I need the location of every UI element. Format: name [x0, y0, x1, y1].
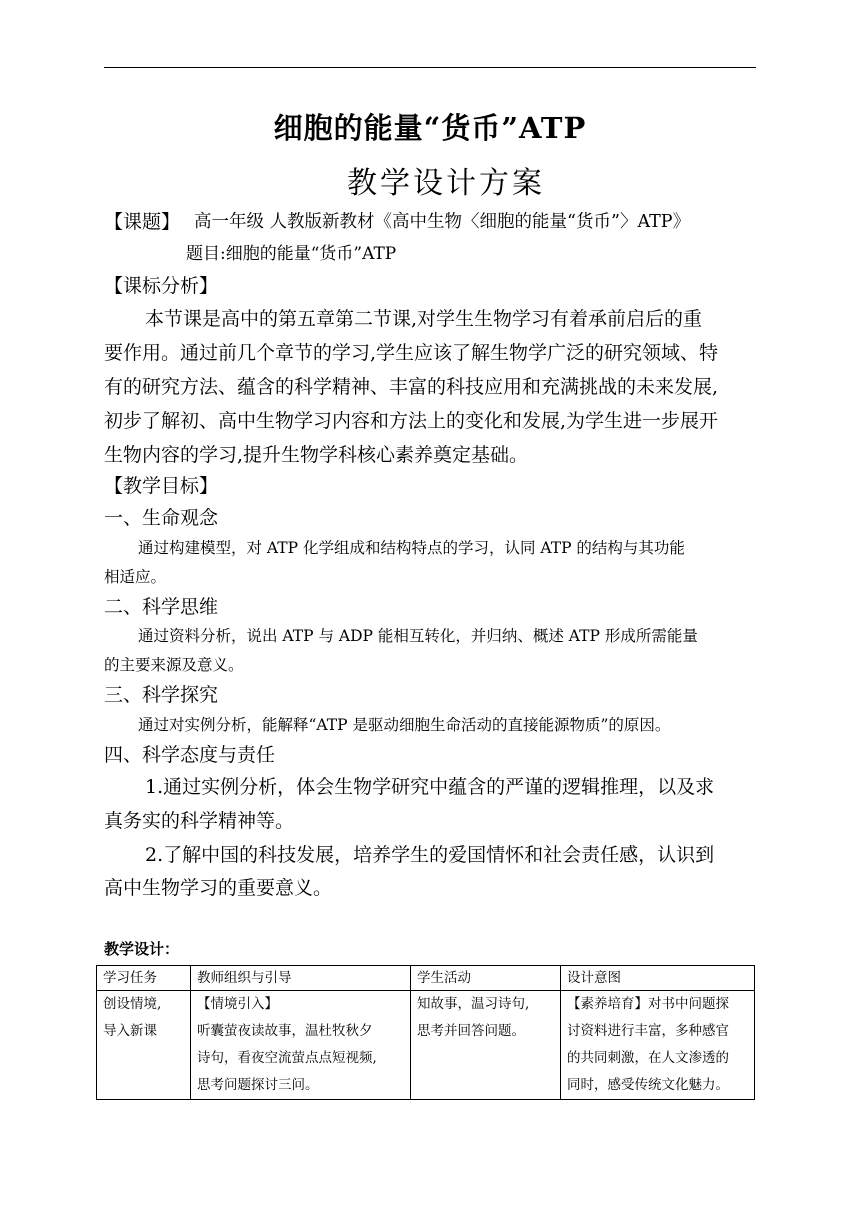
top-rule — [104, 67, 756, 68]
cell-line: 讨资料进行丰富，多种感官 — [567, 1023, 729, 1039]
table-header-row — [97, 966, 755, 991]
life-concept-heading: 一、生命观念 — [104, 507, 219, 529]
cell-line: 知故事，温习诗句, — [417, 996, 530, 1012]
attitude-heading: 四、科学态度与责任 — [104, 744, 276, 766]
column-header: 设计意图 — [561, 966, 755, 991]
intent-cell — [561, 991, 755, 1100]
document-subtitle: 教学设计方案 — [347, 166, 545, 201]
attitude-item2-line: 高中生物学习的重要意义。 — [104, 877, 333, 899]
teaching-design-table — [96, 965, 755, 1100]
cell-line: 【素养培育】对书中问题探 — [567, 996, 729, 1012]
column-header: 学生活动 — [411, 966, 561, 991]
topic-subline: 题目:细胞的能量“货币”ATP — [186, 244, 397, 264]
cell-line: 创设情境, — [103, 996, 162, 1012]
cell-line: 诗句，看夜空流萤点点短视频, — [197, 1050, 377, 1066]
life-concept-line: 相适应。 — [104, 568, 167, 586]
cell-line: 思考问题探讨三问。 — [197, 1077, 319, 1093]
teaching-design-label: 教学设计： — [104, 940, 180, 958]
standard-analysis-line: 本节课是高中的第五章第二节课,对学生生物学习有着承前启后的重 — [145, 308, 703, 330]
cell-line: 听囊萤夜读故事，温杜牧秋夕 — [197, 1023, 373, 1039]
standard-analysis-line: 初步了解初、高中生物学习内容和方法上的变化和发展,为学生进一步展开 — [104, 410, 719, 432]
standard-analysis-line: 要作用。通过前几个章节的学习,学生应该了解生物学广泛的研究领域、特 — [104, 342, 719, 364]
scientific-thinking-heading: 二、科学思维 — [104, 596, 219, 618]
cell-line: 同时，感受传统文化魅力。 — [567, 1077, 729, 1093]
cell-line: 导入新课 — [103, 1023, 157, 1039]
cell-line: 的共同刺激，在人文渗透的 — [567, 1050, 729, 1066]
scientific-thinking-line: 的主要来源及意义。 — [104, 656, 244, 674]
cell-line: 思考并回答问题。 — [417, 1023, 525, 1039]
topic-label: 【课题】 — [104, 211, 181, 233]
attitude-item1-line: 真务实的科学精神等。 — [104, 810, 295, 832]
table-row — [97, 991, 755, 1100]
scientific-inquiry-line: 通过对实例分析，能解释“ATP 是驱动细胞生命活动的直接能源物质”的原因。 — [138, 716, 671, 734]
attitude-item1-line: 1.通过实例分析，体会生物学研究中蕴含的严谨的逻辑推理，以及求 — [145, 776, 715, 798]
objectives-heading: 【教学目标】 — [104, 475, 219, 497]
column-header: 教师组织与引导 — [191, 966, 411, 991]
document-title: 细胞的能量“货币”ATP — [273, 111, 587, 145]
scientific-inquiry-heading: 三、科学探究 — [104, 684, 219, 706]
student-cell — [411, 991, 561, 1100]
life-concept-line: 通过构建模型，对 ATP 化学组成和结构特点的学习，认同 ATP 的结构与其功能 — [138, 539, 685, 557]
column-header: 学习任务 — [97, 966, 191, 991]
topic-text: 高一年级 人教版新教材《高中生物〈细胞的能量“货币”〉ATP》 — [194, 212, 691, 232]
standard-analysis-line: 生物内容的学习,提升生物学科核心素养奠定基础。 — [104, 444, 529, 466]
standard-analysis-line: 有的研究方法、蕴含的科学精神、丰富的科技应用和充满挑战的未来发展, — [104, 376, 719, 398]
scientific-thinking-line: 通过资料分析，说出 ATP 与 ADP 能相互转化，并归纳、概述 ATP 形成所需能量 — [138, 627, 698, 645]
cell-line: 【情境引入】 — [197, 996, 278, 1012]
standard-analysis-heading: 【课标分析】 — [104, 275, 219, 297]
attitude-item2-line: 2.了解中国的科技发展，培养学生的爱国情怀和社会责任感，认识到 — [145, 844, 715, 866]
task-cell — [97, 991, 191, 1100]
teacher-cell — [191, 991, 411, 1100]
